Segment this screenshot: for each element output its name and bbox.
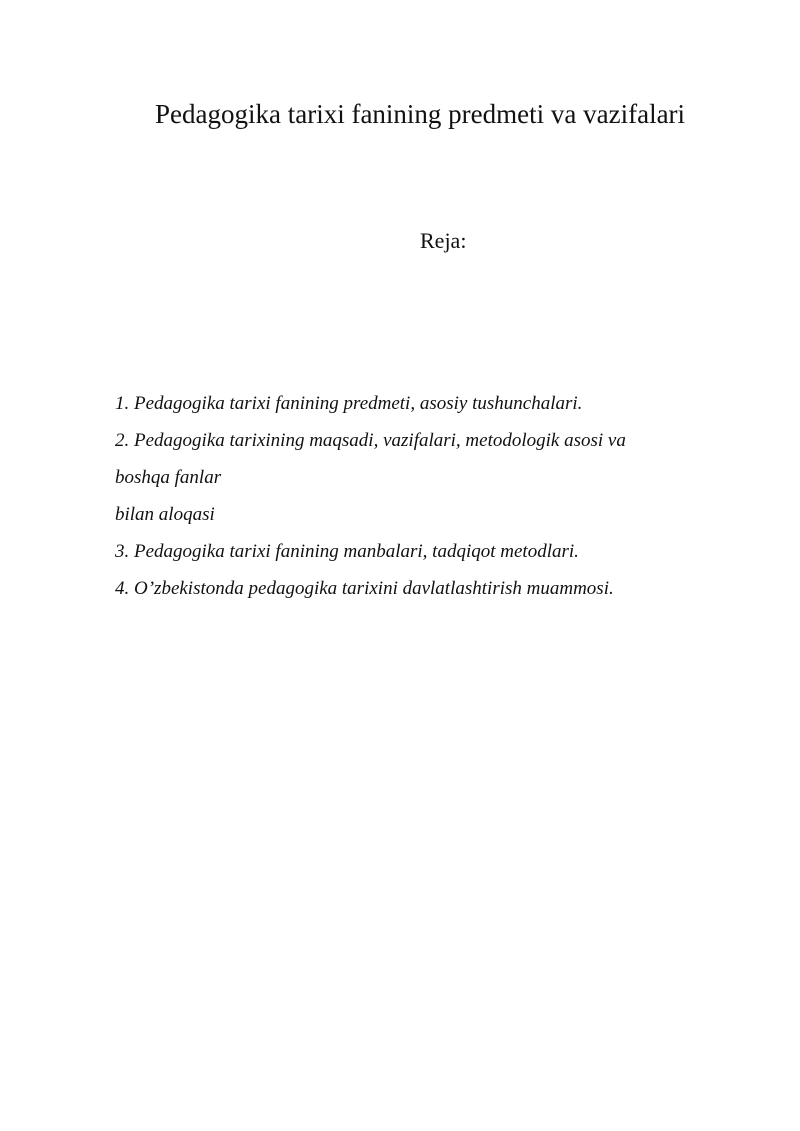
plan-list [115,388,626,610]
plan-item-continuation: boshqa fanlar [115,467,222,488]
plan-item: 3. Pedagogika tarixi fanining manbalari, tadqiqot metodlari. [115,541,579,562]
plan-item: 4. O’zbekistonda pedagogika tarixini davlatlashtirish muammosi. [115,578,614,599]
plan-item: 2. Pedagogika tarixining maqsadi, vazifalari, metodologik asosi va [115,430,626,451]
plan-item: 1. Pedagogika tarixi fanining predmeti, asosiy tushunchalari. [115,393,583,414]
plan-heading: Reja: [420,228,467,253]
document-title: Pedagogika tarixi fanining predmeti va vazifalari [155,99,686,129]
plan-item-continuation: bilan aloqasi [115,504,215,525]
